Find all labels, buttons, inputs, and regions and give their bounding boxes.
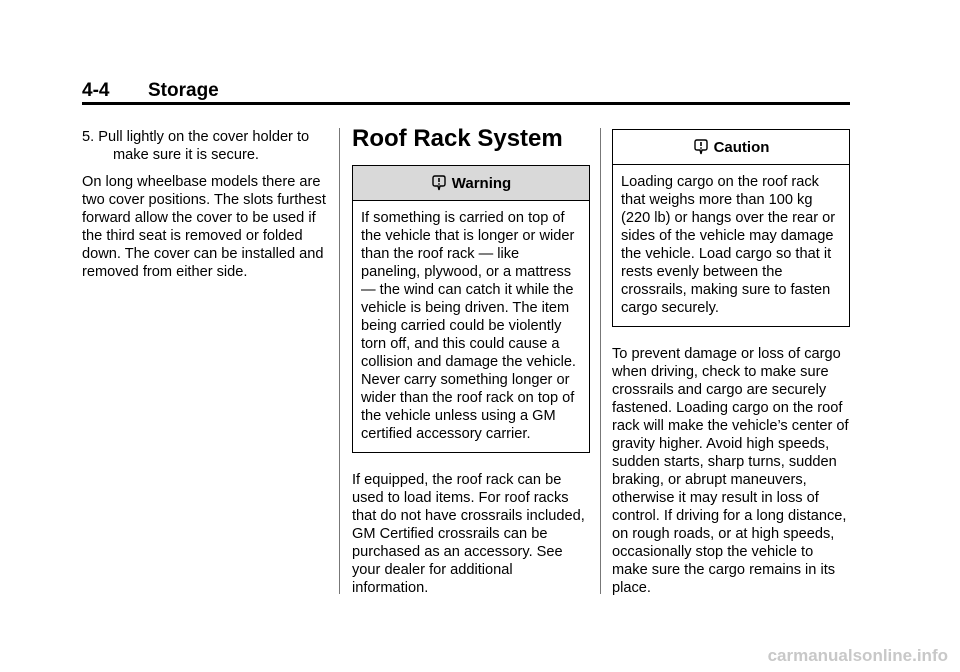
warning-text: If something is carried on top of the vehicle that is longer or wider than the roof rack — like paneling, plywood, or a mattress — the wind can catch it while the vehicle is being driven. The item being carried could be violently torn off, and this could cause a collision and damage the vehicle. Never carry something longer or wider than the roof rack on top of the vehicle unless using a GM certified accessory carrier. bbox=[361, 210, 576, 442]
column-divider bbox=[600, 128, 601, 594]
caution-box bbox=[612, 129, 850, 327]
warning-icon bbox=[431, 175, 447, 191]
section-title: Roof Rack System bbox=[352, 125, 563, 152]
column-1 bbox=[82, 128, 330, 290]
column-divider bbox=[339, 128, 340, 594]
warning-box bbox=[352, 165, 590, 453]
caution-label: Caution bbox=[713, 138, 770, 156]
step-5: 5. Pull lightly on the cover holder to make sure it is secure. bbox=[82, 129, 310, 163]
column-3 bbox=[612, 129, 852, 597]
roof-rack-paragraph: If equipped, the roof rack can be used to load items. For roof racks that do not have crossrails included, GM Certified crossrails can be purchased as an accessory. See your dealer for additional information. bbox=[352, 472, 585, 596]
caution-icon bbox=[693, 139, 709, 155]
header-rule bbox=[82, 102, 850, 105]
cargo-paragraph: To prevent damage or loss of cargo when driving, check to make sure crossrails and cargo are securely fastened. Loading cargo on the roof rack will make the vehicle’s center of gravity higher. Avoid high speeds, sudden starts, sharp turns, sudden braking, or abrupt maneuvers, otherwise it may result in loss of control. If driving for a long distance, on rough roads, or at high speeds, occasionally stop the vehicle to make sure the cargo remains in its place. bbox=[612, 346, 849, 596]
cover-positions-paragraph: On long wheelbase models there are two cover positions. The slots furthest forward allow the cover to be used if the third seat is removed or folded down. The cover can be installed and removed from either side. bbox=[82, 174, 326, 280]
caution-text: Loading cargo on the roof rack that weighs more than 100 kg (220 lb) or hangs over the rear or sides of the vehicle may damage the vehicle. Load cargo so that it rests evenly between the crossrails, making sure to fasten cargo securely. bbox=[621, 174, 836, 316]
warning-header bbox=[353, 166, 589, 201]
caution-header bbox=[613, 130, 849, 165]
column-2 bbox=[352, 124, 592, 597]
warning-label: Warning bbox=[451, 174, 512, 192]
page-header bbox=[82, 80, 219, 102]
chapter-title: Storage bbox=[148, 80, 219, 101]
page-number: 4-4 bbox=[82, 80, 110, 101]
watermark: carmanualsonline.info bbox=[767, 646, 948, 665]
